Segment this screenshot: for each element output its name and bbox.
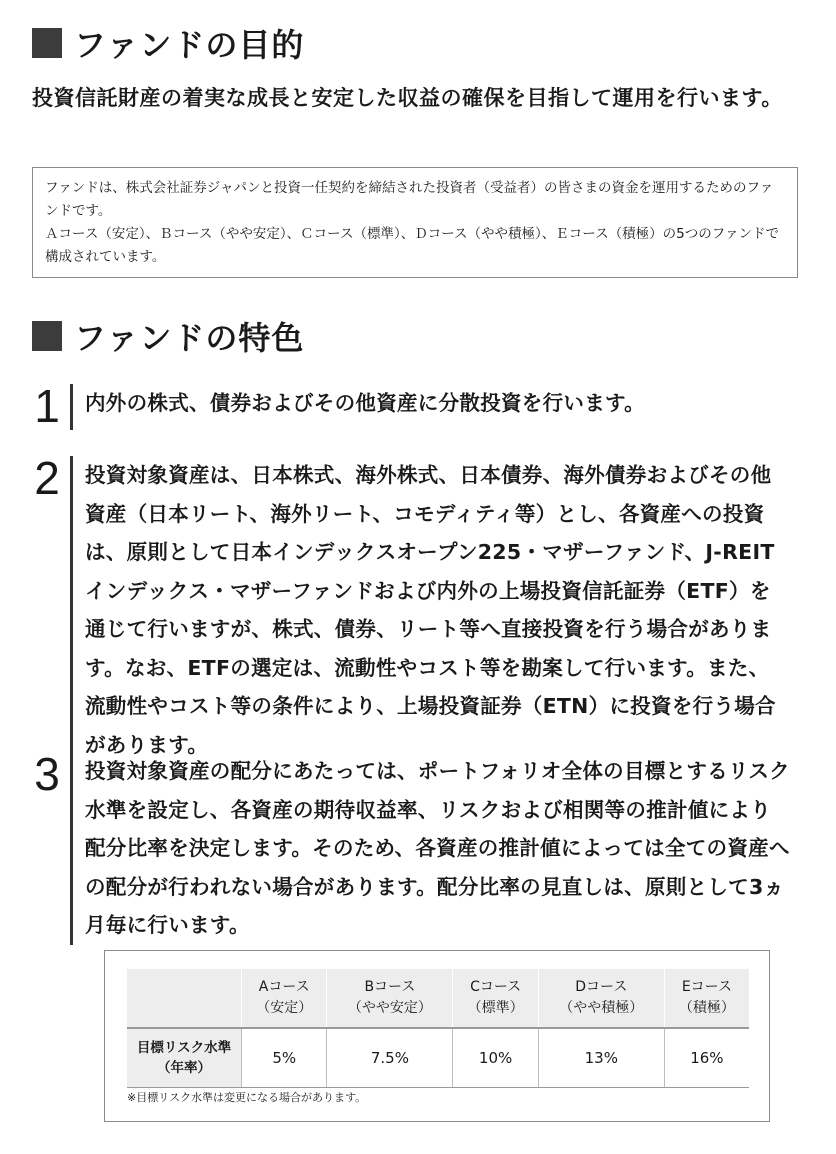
table-cell: 16% [664, 1028, 749, 1088]
section-heading-text: ファンドの目的 [74, 26, 305, 64]
risk-table-box [104, 950, 770, 1122]
feature-text: 投資対象資産の配分にあたっては、ポートフォリオ全体の目標とするリスク水準を設定し、各資産の期待収益率、リスクおよび相関等の推計値により配分比率を決定します。そのため、各資産の推計値によっては全ての資産への配分が行われない場合があります。配分比率の見直しは、原則として3ヵ月毎に行います。 [85, 759, 790, 937]
table-row-label: 目標リスク水準 （年率） [127, 1028, 242, 1088]
purpose-info-box [32, 167, 798, 278]
feature-number: 2 [34, 452, 60, 504]
feature-item-3 [30, 748, 790, 945]
feature-number: 3 [34, 748, 60, 800]
section-heading-text: ファンドの特色 [74, 319, 305, 357]
heading-square-icon [32, 28, 62, 58]
table-column-header: Bコース （やや安定） [327, 969, 453, 1028]
info-box-line: Ａコース（安定）、Ｂコース（やや安定）、Ｃコース（標準）、Ｄコース（やや積極）、Ｅコース（積極）の5つのファンドで構成されています。 [45, 226, 779, 265]
feature-text: 投資対象資産は、日本株式、海外株式、日本債券、海外債券およびその他資産（日本リート、海外リート、コモディティ等）とし、各資産への投資は、原則として日本インデックスオープン225・マザーファンド、J-REITインデックス・マザーファンドおよび内外の上場投資信託証券（ETF）を通じて行いますが、株式、債券、リート等へ直接投資を行う場合があります。なお、ETFの選定は、流動性やコスト等を勘案して行います。また、流動性やコスト等の条件により、上場投資証券（ETN）に投資を行う場合があります。 [85, 463, 776, 757]
feature-item-1 [30, 380, 790, 432]
info-box-line: ファンドは、株式会社証券ジャパンと投資一任契約を締結された投資者（受益者）の皆さまの資金を運用するためのファンドです。 [45, 180, 774, 219]
table-column-header: Dコース （やや積極） [538, 969, 664, 1028]
heading-square-icon [32, 321, 62, 351]
table-footnote: ※目標リスク水準は変更になる場合があります。 [127, 1091, 367, 1104]
feature-text: 内外の株式、債券およびその他資産に分散投資を行います。 [85, 391, 645, 415]
feature-divider [70, 456, 73, 764]
table-header-row [127, 969, 749, 1028]
table-cell: 7.5% [327, 1028, 453, 1088]
feature-number: 1 [34, 380, 60, 432]
feature-divider [70, 752, 73, 945]
table-cell: 13% [538, 1028, 664, 1088]
feature-item-2 [30, 452, 790, 764]
table-column-header: Cコース （標準） [453, 969, 538, 1028]
feature-divider [70, 384, 73, 430]
section-heading-purpose [32, 20, 304, 66]
table-corner-cell [127, 969, 242, 1028]
section-heading-features [32, 313, 304, 359]
table-cell: 10% [453, 1028, 538, 1088]
table-cell: 5% [242, 1028, 327, 1088]
table-column-header: Aコース （安定） [242, 969, 327, 1028]
purpose-lead-text: 投資信託財産の着実な成長と安定した収益の確保を目指して運用を行います。 [32, 86, 783, 110]
risk-level-table [127, 969, 749, 1088]
table-column-header: Eコース （積極） [664, 969, 749, 1028]
table-row [127, 1028, 749, 1088]
